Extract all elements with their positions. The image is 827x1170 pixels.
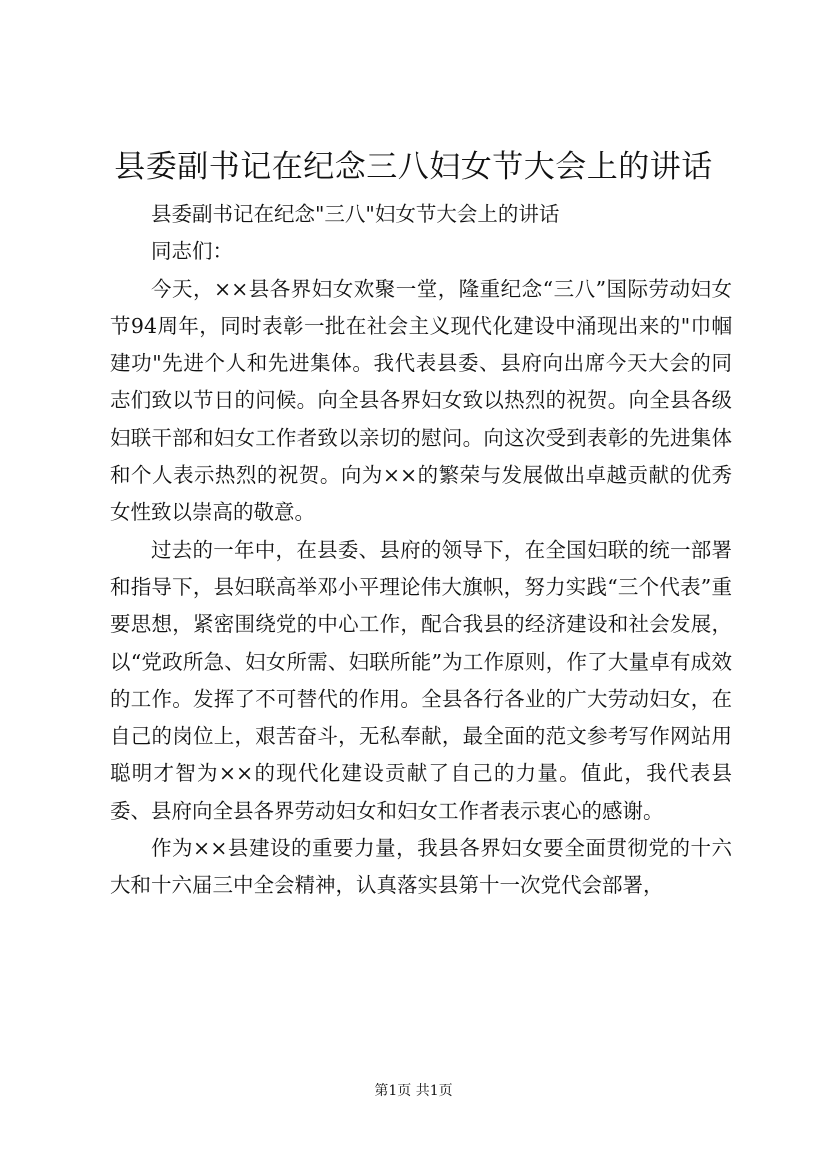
body-paragraph: 作为××县建设的重要力量，我县各界妇女要全面贯彻党的十六大和十六届三中全会精神，认真落实县第十一次党代会部署，	[110, 836, 732, 898]
subtitle-paragraph: 县委副书记在纪念"三八"妇女节大会上的讲话	[151, 202, 560, 226]
salutation-paragraph: 同志们：	[151, 239, 233, 264]
page-number-footer: 第1页 共1页	[374, 1083, 453, 1099]
body-paragraph: 过去的一年中，在县委、县府的领导下，在全国妇联的统一部署和指导下，县妇联高举邓小平理论伟大旗帜，努力实践“三个代表”重要思想，紧密围绕党的中心工作，配合我县的经济建设和社会发展，以“党政所急、妇女所需、妇联所能”为工作原则，作了大量卓有成效的工作。发挥了不可替代的作用。全县各行各业的广大劳动妇女，在自己的岗位上，艰苦奋斗，无私奉献，最全面的范文参考写作网站用聪明才智为××的现代化建设贡献了自己的力量。值此，我代表县委、县府向全县各界劳动妇女和妇女工作者表示衷心的感谢。	[110, 537, 732, 823]
document-body	[110, 196, 732, 905]
document-title: 县委副书记在纪念三八妇女节大会上的讲话	[114, 149, 713, 185]
body-paragraph: 今天，××县各界妇女欢聚一堂，隆重纪念“三八”国际劳动妇女节94周年，同时表彰一批在社会主义现代化建设中涌现出来的"巾帼建功"先进个人和先进集体。我代表县委、县府向出席今天大会的同志们致以节日的问候。向全县各界妇女致以热烈的祝贺。向全县各级妇联干部和妇女工作者致以亲切的慰问。向这次受到表彰的先进集体和个人表示热烈的祝贺。向为××的繁荣与发展做出卓越贡献的优秀女性致以崇高的敬意。	[110, 276, 732, 525]
